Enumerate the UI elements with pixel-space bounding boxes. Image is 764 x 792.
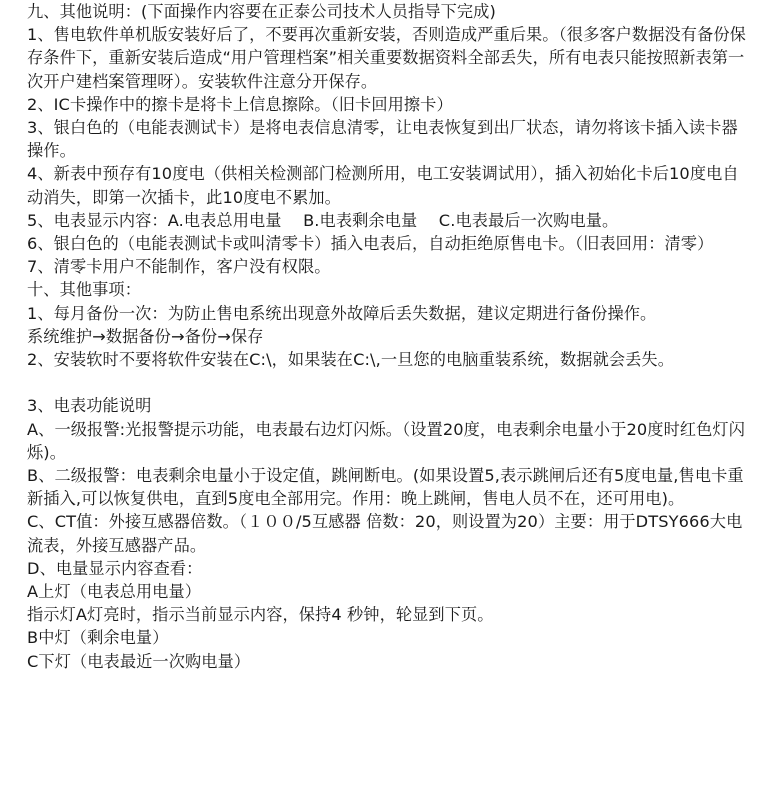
lamp-c-lower: C下灯（电表最近一次购电量） <box>27 651 251 671</box>
lamp-a-description: 指示灯A灯亮时，指示当前显示内容，保持4 秒钟，轮显到下页。 <box>27 605 494 625</box>
function-d-display-heading: D、电量显示内容查看： <box>27 558 203 578</box>
note-7-clear-card-permission: 7、清零卡用户不能制作，客户没有权限。 <box>27 257 331 277</box>
lamp-a-upper: A上灯（电表总用电量） <box>27 582 202 602</box>
blank-line <box>27 371 747 394</box>
function-c-ct-value: C、CT值：外接互感器倍数。（１００/5互感器 倍数：20，则设置为20）主要：用于DTSY666大电流表，外接互感器产品。 <box>27 512 743 555</box>
note-5-display-content: 5、电表显示内容：A.电表总用电量 B.电表剩余电量 C.电表最后一次购电量。 <box>27 210 619 230</box>
lamp-b-middle: B中灯（剩余电量） <box>27 628 169 648</box>
note-1-reinstall-warning: 1、售电软件单机版安装好后了，不要再次重新安装，否则造成严重后果。（很多客户数据没有备份保存条件下，重新安装后造成“用户管理档案”相关重要数据资料全部丢失，所有电表只能按照新表第一次开户建档案管理呀）。安装软件注意分开保存。 <box>27 25 746 91</box>
note-4-preset-energy: 4、新表中预存有10度电（供相关检测部门检测所用，电工安装调试用），插入初始化卡后10度电自动消失，即第一次插卡，此10度电不累加。 <box>27 164 739 207</box>
note-6-clear-card: 6、银白色的（电能表测试卡或叫清零卡）插入电表后，自动拒绝原售电卡。（旧表回用：清零） <box>27 234 714 254</box>
section-10-heading: 十、其他事项： <box>27 280 142 300</box>
function-a-level1-alarm: A、一级报警:光报警提示功能，电表最右边灯闪烁。（设置20度，电表剩余电量小于20度时红色灯闪烁)。 <box>27 419 746 462</box>
backup-menu-path: 系统维护→数据备份→备份→保存 <box>27 326 264 346</box>
section-9-heading: 九、其他说明：(下面操作内容要在正泰公司技术人员指导下完成) <box>27 2 496 21</box>
note-2-erase-card: 2、IC卡操作中的擦卡是将卡上信息擦除。（旧卡回用擦卡） <box>27 94 453 114</box>
document-body <box>27 0 747 673</box>
note-3-test-card: 3、银白色的（电能表测试卡）是将电表信息清零，让电表恢复到出厂状态，请勿将该卡插入读卡器操作。 <box>27 118 738 161</box>
function-b-level2-alarm: B、二级报警：电表剩余电量小于设定值，跳闸断电。(如果设置5,表示跳闸后还有5度电量,售电卡重新插入,可以恢复供电，直到5度电全部用完。作用：晚上跳闸，售电人员不在，还可用电)。 <box>27 466 744 509</box>
item-3-meter-functions-heading: 3、电表功能说明 <box>27 396 152 416</box>
item-1-monthly-backup: 1、每月备份一次：为防止售电系统出现意外故障后丢失数据，建议定期进行备份操作。 <box>27 303 657 323</box>
item-2-install-location: 2、安装软时不要将软件安装在C:\，如果装在C:\,一旦您的电脑重装系统，数据就会丢失。 <box>27 350 675 370</box>
